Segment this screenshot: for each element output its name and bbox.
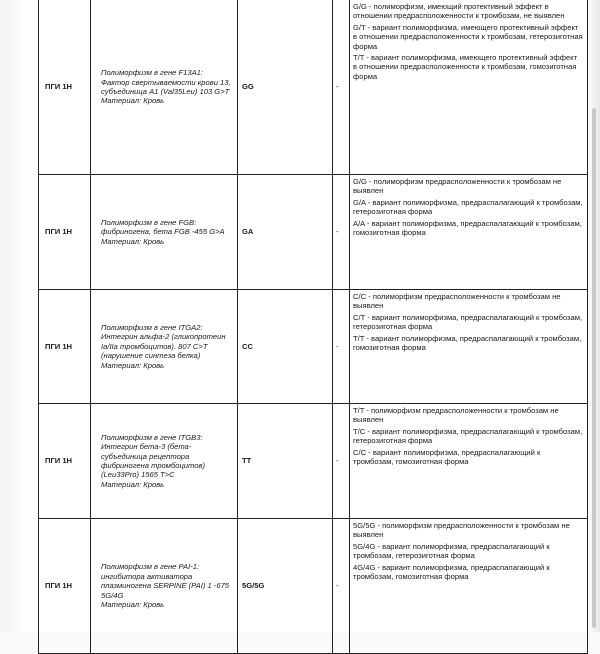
table-row: [39, 519, 588, 654]
test-description-text: Полиморфизм в гене PAI-1: ингибитора активатора плазминогена SERPINE (PAI) 1 -675 5G/4G Материал: Кровь: [101, 562, 230, 610]
test-code-cell: ПГИ 1Н: [39, 404, 91, 519]
test-code-cell: ПГИ 1Н: [39, 519, 91, 654]
interpretation-item: C/C - вариант полиморфизма, предраспалагающий к тромбозам, гомозиготная форма: [353, 447, 541, 467]
interpretation-item: G/T - вариант полиморфизма, имеющего протективный эффект в отношении предрасположенности к тромбозам, гетерозиготная форма: [353, 22, 583, 51]
scrollbar[interactable]: [592, 108, 596, 628]
reference-value-cell: -: [333, 175, 350, 290]
test-description-cell: [91, 290, 238, 404]
interpretation-cell: [350, 175, 588, 290]
interpretation-item: T/T - вариант полиморфизма, имеющего протективный эффект в отношении предрасположенности к тромбозам, гомозиготная форма: [353, 53, 578, 81]
genotype-result-cell: TT: [238, 404, 333, 519]
interpretation-item: 5G/5G - полиморфизм предрасположенности к тромбозам не выявлен: [353, 521, 570, 540]
test-code-cell: ПГИ 1Н: [39, 0, 91, 175]
interpretation-item: 4G/4G - вариант полиморфизма, предраспалагающий к тромбозам, гомозиготная форма: [353, 562, 550, 582]
reference-value-cell: -: [333, 404, 350, 519]
table-row: [39, 175, 588, 290]
test-code-cell: ПГИ 1Н: [39, 175, 91, 290]
interpretation-cell: [350, 404, 588, 519]
table-row: [39, 404, 588, 519]
test-description-cell: [91, 0, 238, 175]
genotype-result-cell: GG: [238, 0, 333, 175]
results-table-body: [39, 0, 588, 654]
interpretation-cell: [350, 0, 588, 175]
genotype-result-cell: GA: [238, 175, 333, 290]
table-row: [39, 0, 588, 175]
interpretation-item: G/G - полиморфизм, имеющий протективный эффект в отношении предрасположенности к тромбозам, не выявлен: [353, 2, 565, 21]
test-code-cell: ПГИ 1Н: [39, 290, 91, 404]
results-table: [38, 0, 588, 654]
interpretation-item: T/T - полиморфизм предрасположенности к тромбозам не выявлен: [353, 406, 559, 425]
test-description-cell: [91, 519, 238, 654]
interpretation-cell: [350, 290, 588, 404]
interpretation-item: A/A - вариант полиморфизма, предраспалагающий к тромбозам, гомозиготная форма: [353, 218, 582, 238]
genotype-result-cell: 5G/5G: [238, 519, 333, 654]
test-description-cell: [91, 175, 238, 290]
test-description-text: Полиморфизм в гене ITGB3: Интегрин бета-3 (бета-субъединица рецептора фибриногена тромбоцитов) (Leu33Pro) 1565 T>C Материал: Кровь: [101, 432, 205, 489]
reference-value-cell: -: [333, 519, 350, 654]
test-description-text: Полиморфизм в гене FGB: фибриногена, бета FGB -455 G>A Материал: Кровь: [101, 217, 225, 246]
interpretation-cell: [350, 519, 588, 654]
interpretation-item: G/G - полиморфизм предрасположенности к тромбозам не выявлен: [353, 177, 562, 196]
test-description-text: Полиморфизм в гене ITGA2: Интегрин альфа-2 (гликопротеин Ia/IIa тромбоцитов). 807 C>T (нарушение синтеза белка) Материал: Кровь: [101, 322, 226, 370]
table-row: [39, 290, 588, 404]
interpretation-item: C/C - полиморфизм предрасположенности к тромбозам не выявлен: [353, 292, 561, 311]
genotype-result-cell: CC: [238, 290, 333, 404]
test-description-text: Полиморфизм в гене F13A1: Фактор свертываемости крови 13, субъединица A1 (Val35Leu) 103 G>T Материал: Кровь: [101, 68, 231, 106]
interpretation-item: 5G/4G - вариант полиморфизма, предраспалагающий к тромбозам, гетерозиготная форма: [353, 541, 550, 561]
interpretation-item: C/T - вариант полиморфизма, предраспалагающий к тромбозам, гетерозиготная форма: [353, 312, 583, 332]
reference-value-cell: -: [333, 290, 350, 404]
test-description-cell: [91, 404, 238, 519]
reference-value-cell: -: [333, 0, 350, 175]
interpretation-item: G/A - вариант полиморфизма, предраспалагающий к тромбозам, гетерозиготная форма: [353, 197, 583, 217]
interpretation-item: T/T - вариант полиморфизма, предраспалагающий к тромбозам, гомозиготная форма: [353, 333, 582, 353]
interpretation-item: T/C - вариант полиморфизма, предраспалагающий к тромбозам, гетерозиготная форма: [353, 426, 583, 446]
